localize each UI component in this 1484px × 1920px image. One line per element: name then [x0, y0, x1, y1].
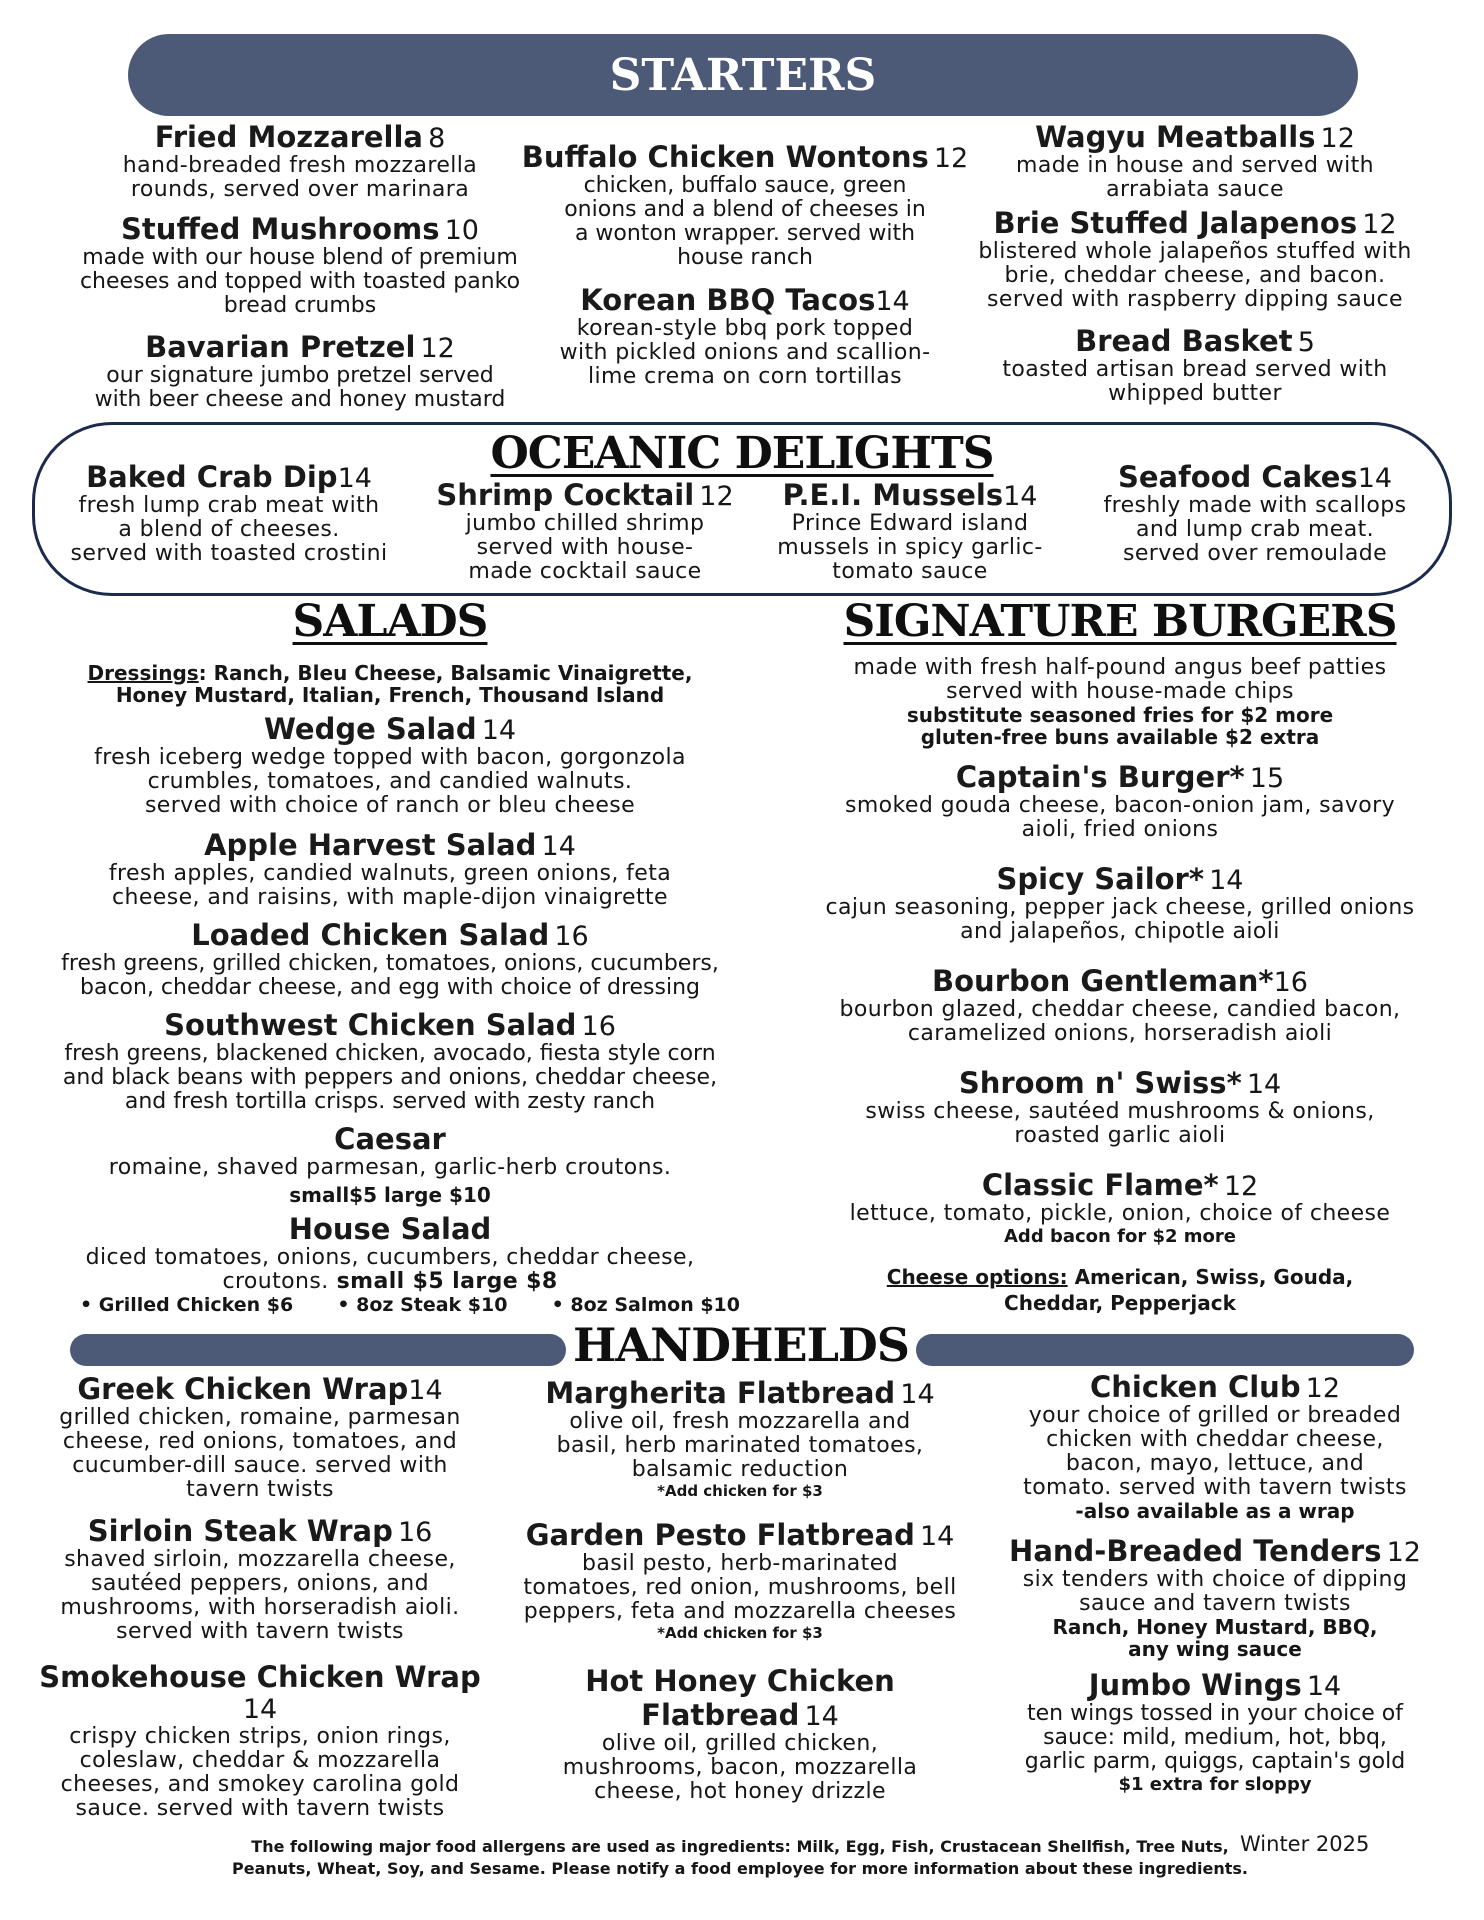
menu-item-southwest-chicken	[40, 1008, 740, 1114]
item-desc: crispy chicken strips, onion rings,	[69, 1724, 451, 1749]
item-name: Hot Honey Chicken	[585, 1664, 895, 1698]
addon-item: • 8oz Steak $10	[337, 1294, 508, 1316]
item-desc: bacon, mayo, lettuce, and	[1065, 1451, 1365, 1476]
menu-item-stuffed-mushrooms	[40, 212, 560, 318]
menu-item-classic-flame	[780, 1168, 1460, 1248]
item-price: 12	[1305, 1373, 1341, 1404]
item-price: 8	[428, 123, 446, 154]
intro-note: gluten-free buns available $2 extra	[920, 725, 1320, 749]
item-name: Captain's Burger*	[955, 760, 1245, 794]
item-price: 14	[1306, 1671, 1342, 1702]
item-desc: fresh apples, candied walnuts, green onions, feta	[108, 861, 672, 886]
item-desc: cheese, hot honey drizzle	[594, 1779, 886, 1804]
item-desc: bread crumbs	[223, 293, 377, 318]
item-name: Southwest Chicken Salad	[164, 1008, 577, 1042]
item-desc: aioli, fried onions	[1021, 817, 1219, 842]
addon-item: • 8oz Salmon $10	[551, 1294, 740, 1316]
menu-item-korean-bbq-tacos	[520, 283, 970, 389]
item-note: Ranch, Honey Mustard, BBQ,	[1052, 1615, 1378, 1639]
item-price: 14	[1209, 865, 1244, 896]
item-name: Garden Pesto Flatbread	[525, 1518, 915, 1552]
menu-item-loaded-chicken	[40, 918, 740, 1000]
item-name: Flatbread	[641, 1698, 800, 1732]
menu-item-sirloin-wrap	[40, 1514, 480, 1644]
item-desc: cheeses and topped with toasted panko	[79, 269, 521, 294]
menu-item-jumbo-wings	[990, 1668, 1440, 1796]
item-price: 14	[804, 1701, 839, 1732]
menu-item-buffalo-wontons	[520, 140, 970, 270]
oceanic-title: OCEANIC DELIGHTS	[490, 428, 994, 479]
item-name: Buffalo Chicken Wontons	[521, 140, 929, 174]
item-desc: cheese, and raisins, with maple-dijon vinaigrette	[112, 885, 668, 910]
item-desc: hand-breaded fresh mozzarella	[122, 153, 478, 178]
item-name: Spicy Sailor*	[996, 862, 1205, 896]
item-name: Caesar	[334, 1122, 446, 1156]
cheese-list: American, Swiss, Gouda,	[1067, 1265, 1354, 1289]
item-desc: cheese, red onions, tomatoes, and	[62, 1429, 458, 1454]
item-desc: swiss cheese, sautéed mushrooms & onions,	[865, 1099, 1375, 1124]
item-desc: mushrooms, with horseradish aioli.	[60, 1595, 460, 1620]
item-name: P.E.I. Mussels	[782, 478, 1004, 512]
item-desc: arrabiata sauce	[1106, 177, 1284, 202]
menu-item-shrimp-cocktail	[420, 478, 750, 584]
menu-item-hot-honey	[500, 1664, 980, 1804]
item-desc: cucumber-dill sauce. served with	[72, 1453, 448, 1478]
item-desc: sautéed peppers, onions, and	[91, 1571, 429, 1596]
item-desc: sauce and tavern twists	[1079, 1591, 1351, 1616]
item-desc: garlic parm, quiggs, captain's gold	[1024, 1749, 1406, 1774]
item-price: 12	[1386, 1537, 1421, 1568]
item-name: Wagyu Meatballs	[1035, 120, 1316, 154]
item-desc: balsamic reduction	[631, 1457, 849, 1482]
item-desc: whipped butter	[1108, 381, 1282, 406]
item-desc: fresh lump crab meat with	[78, 493, 380, 518]
item-price: 14	[242, 1694, 278, 1725]
menu-item-caesar	[40, 1122, 740, 1206]
item-desc: blistered whole jalapeños stuffed with	[978, 239, 1412, 264]
item-desc: your choice of grilled or breaded	[1028, 1403, 1402, 1428]
item-name: Fried Mozzarella	[154, 120, 423, 154]
item-desc: ten wings tossed in your choice of	[1026, 1701, 1404, 1726]
cheese-list: Cheddar, Pepperjack	[1004, 1291, 1236, 1315]
item-desc: bourbon glazed, cheddar cheese, candied bacon,	[839, 997, 1401, 1022]
menu-item-crab-dip	[44, 460, 414, 566]
item-price: 12	[699, 481, 734, 512]
handhelds-bar-left	[70, 1334, 566, 1366]
allergen-line: Peanuts, Wheat, Soy, and Sesame. Please notify a food employee for more information about these ingredients.	[231, 1859, 1248, 1878]
item-name: Sirloin Steak Wrap	[87, 1514, 393, 1548]
item-desc: chicken, buffalo sauce, green	[583, 173, 907, 198]
item-name: Bourbon Gentleman*	[932, 964, 1274, 998]
item-price: 12	[1223, 1171, 1259, 1202]
item-desc: smoked gouda cheese, bacon-onion jam, savory	[844, 793, 1395, 818]
menu-item-greek-wrap	[40, 1372, 480, 1502]
item-desc: made in house and served with	[1015, 153, 1374, 178]
item-price: 14	[875, 286, 910, 317]
starters-title: STARTERS	[609, 49, 877, 101]
item-price: 16	[554, 921, 589, 952]
item-price: 14	[1246, 1069, 1282, 1100]
salads-title: SALADS	[292, 596, 488, 647]
dressings-info	[40, 662, 740, 706]
burgers-intro	[780, 656, 1460, 748]
menu-item-margherita	[500, 1376, 980, 1500]
menu-item-fried-mozzarella	[40, 120, 560, 202]
item-name: Loaded Chicken Salad	[191, 918, 550, 952]
item-addon-note: *Add chicken for $3	[657, 1624, 823, 1642]
starters-banner	[128, 34, 1358, 116]
item-price: 15	[1249, 763, 1285, 794]
menu-item-wagyu-meatballs	[960, 120, 1430, 202]
item-desc: and jalapeños, chipotle aioli	[960, 919, 1280, 944]
item-price: 12	[933, 143, 969, 174]
item-desc: made with our house blend of premium	[82, 245, 518, 270]
menu-item-wedge-salad	[40, 712, 740, 818]
item-desc: served with choice of ranch or bleu cheese	[144, 793, 636, 818]
burgers-title: SIGNATURE BURGERS	[843, 596, 1397, 647]
menu-item-bourbon-gentleman	[780, 964, 1460, 1046]
item-name: Baked Crab Dip	[86, 460, 338, 494]
intro-line: served with house-made chips	[946, 679, 1294, 704]
item-desc: and black beans with peppers and onions, cheddar cheese,	[62, 1065, 718, 1090]
intro-note: substitute seasoned fries for $2 more	[906, 703, 1334, 727]
item-price: 10	[444, 215, 479, 246]
salad-addons	[80, 1294, 740, 1316]
item-desc: bacon, cheddar cheese, and egg with choice of dressing	[80, 975, 700, 1000]
item-name: House Salad	[288, 1212, 492, 1246]
item-desc: korean-style bbq pork topped	[576, 316, 914, 341]
item-price-note: small$5 large $10	[289, 1183, 491, 1207]
item-desc: chicken with cheddar cheese,	[1046, 1427, 1384, 1452]
item-desc: served with raspberry dipping sauce	[987, 287, 1403, 312]
item-desc: roasted garlic aioli	[1014, 1123, 1226, 1148]
item-name: Chicken Club	[1089, 1370, 1301, 1404]
item-desc: rounds, served over marinara	[130, 177, 470, 202]
item-name: Korean BBQ Tacos	[580, 283, 876, 317]
allergen-line: The following major food allergens are used as ingredients: Milk, Egg, Fish, Crustacean Shellfish, Tree Nuts,	[251, 1837, 1229, 1856]
item-desc: with beer cheese and honey mustard	[94, 387, 506, 412]
item-desc: coleslaw, cheddar & mozzarella	[79, 1748, 441, 1773]
item-name: Margherita Flatbread	[545, 1376, 896, 1410]
item-name: Classic Flame*	[981, 1168, 1219, 1202]
item-name: Bavarian Pretzel	[145, 330, 416, 364]
menu-item-seafood-cakes	[1070, 460, 1440, 566]
item-name: Bread Basket	[1075, 324, 1293, 358]
item-desc: served with house-	[476, 535, 694, 560]
item-desc: toasted artisan bread served with	[1002, 357, 1388, 382]
item-desc: fresh greens, blackened chicken, avocado, fiesta style corn	[64, 1041, 716, 1066]
item-note: -also available as a wrap	[1075, 1499, 1355, 1523]
item-desc: cheeses, and smokey carolina gold	[60, 1772, 460, 1797]
item-name: Smokehouse Chicken Wrap	[39, 1660, 481, 1694]
menu-item-brie-jalapenos	[960, 206, 1430, 312]
item-price: 14	[481, 715, 517, 746]
item-name: Stuffed Mushrooms	[121, 212, 440, 246]
item-desc: cajun seasoning, pepper jack cheese, grilled onions	[825, 895, 1415, 920]
item-price: 12	[1362, 209, 1397, 240]
cheese-label: Cheese options:	[886, 1265, 1068, 1289]
item-desc: crumbles, tomatoes, and candied walnuts.	[147, 769, 633, 794]
item-price: 16	[1273, 967, 1308, 998]
item-price: 14	[337, 463, 372, 494]
menu-item-captains-burger	[780, 760, 1460, 842]
item-desc: sauce. served with tavern twists	[75, 1796, 445, 1821]
item-price: 12	[1320, 123, 1355, 154]
item-desc: our signature jumbo pretzel served	[106, 363, 494, 388]
item-name: Jumbo Wings	[1088, 1668, 1302, 1702]
item-desc: served with toasted crostini	[70, 541, 388, 566]
item-name: Brie Stuffed Jalapenos	[993, 206, 1358, 240]
intro-line: made with fresh half-pound angus beef patties	[853, 655, 1387, 680]
item-desc: peppers, feta and mozzarella cheeses	[523, 1599, 957, 1624]
item-name: Seafood Cakes	[1117, 460, 1358, 494]
item-desc: house ranch	[677, 245, 813, 270]
item-desc: fresh iceberg wedge topped with bacon, gorgonzola	[94, 745, 686, 770]
menu-item-bread-basket	[960, 324, 1430, 406]
menu-item-spicy-sailor	[780, 862, 1460, 944]
menu-item-bavarian-pretzel	[40, 330, 560, 412]
dressings-list: Honey Mustard, Italian, French, Thousand Island	[115, 683, 665, 707]
item-name: Apple Harvest Salad	[204, 828, 537, 862]
menu-item-garden-pesto	[500, 1518, 980, 1642]
item-desc: served over remoulade	[1122, 541, 1388, 566]
item-price-note: small $5 large $8	[328, 1269, 558, 1294]
item-desc: brie, cheddar cheese, and bacon.	[1004, 263, 1386, 288]
item-desc: grilled chicken, romaine, parmesan	[59, 1405, 461, 1430]
item-desc: and lump crab meat.	[1135, 517, 1375, 542]
item-desc: fresh greens, grilled chicken, tomatoes, onions, cucumbers,	[61, 951, 719, 976]
allergen-notice	[180, 1836, 1300, 1880]
item-desc: six tenders with choice of dipping	[1022, 1567, 1408, 1592]
item-desc: basil, herb marinated tomatoes,	[556, 1433, 924, 1458]
item-desc: lettuce, tomato, pickle, onion, choice of cheese	[849, 1201, 1391, 1226]
handhelds-bar-right	[916, 1334, 1414, 1366]
menu-item-apple-harvest	[40, 828, 740, 910]
item-desc: sauce: mild, medium, hot, bbq,	[1043, 1725, 1387, 1750]
item-desc: with pickled onions and scallion-	[559, 340, 931, 365]
item-name: Wedge Salad	[263, 712, 477, 746]
item-desc: croutons.	[222, 1269, 329, 1294]
item-price-note: Add bacon for $2 more	[1004, 1226, 1236, 1247]
menu-item-tenders	[990, 1534, 1440, 1660]
item-price: 12	[420, 333, 455, 364]
item-note: any wing sauce	[1128, 1637, 1302, 1661]
handhelds-title: HANDHELDS	[572, 1318, 910, 1372]
item-desc: tavern twists	[186, 1477, 334, 1502]
item-desc: olive oil, fresh mozzarella and	[569, 1409, 911, 1434]
item-price: 5	[1297, 327, 1315, 358]
item-desc: and fresh tortilla crisps. served with zesty ranch	[124, 1089, 656, 1114]
item-price: 14	[900, 1379, 935, 1410]
item-desc: tomato. served with tavern twists	[1023, 1475, 1407, 1500]
item-price: 14	[408, 1375, 443, 1406]
season-label: Winter 2025	[1240, 1832, 1370, 1856]
item-price: 16	[581, 1011, 616, 1042]
item-desc: a wonton wrapper. served with	[574, 221, 916, 246]
menu-item-house-salad	[40, 1212, 740, 1294]
item-desc: basil pesto, herb-marinated	[581, 1551, 898, 1576]
item-desc: romaine, shaved parmesan, garlic-herb croutons.	[108, 1155, 672, 1180]
item-price: 14	[919, 1521, 955, 1552]
menu-item-pei-mussels	[740, 478, 1080, 584]
item-name: Hand-Breaded Tenders	[1009, 1534, 1382, 1568]
item-desc: made cocktail sauce	[468, 559, 702, 584]
dressings-label: Dressings	[87, 661, 199, 685]
menu-item-smokehouse-wrap	[30, 1660, 490, 1821]
item-desc: Prince Edward island	[791, 511, 1029, 536]
item-price: 14	[1003, 481, 1038, 512]
item-desc: served with tavern twists	[116, 1619, 404, 1644]
item-desc: onions and a blend of cheeses in	[564, 197, 926, 222]
item-price: 16	[397, 1517, 433, 1548]
item-price: 14	[1357, 463, 1393, 494]
item-name: Shroom n' Swiss*	[958, 1066, 1242, 1100]
item-desc: caramelized onions, horseradish aioli	[907, 1021, 1333, 1046]
addon-item: • Grilled Chicken $6	[80, 1294, 294, 1316]
item-desc: olive oil, grilled chicken,	[601, 1731, 879, 1756]
item-addon-note: *Add chicken for $3	[657, 1482, 823, 1500]
item-desc: tomatoes, red onion, mushrooms, bell	[523, 1575, 957, 1600]
item-price: 14	[541, 831, 576, 862]
item-desc: tomato sauce	[832, 559, 988, 584]
menu-item-shroom-swiss	[780, 1066, 1460, 1148]
item-desc: mushrooms, bacon, mozzarella	[562, 1755, 918, 1780]
item-desc: mussels in spicy garlic-	[777, 535, 1043, 560]
item-note: $1 extra for sloppy	[1118, 1774, 1312, 1795]
item-name: Greek Chicken Wrap	[77, 1372, 409, 1406]
item-desc: a blend of cheeses.	[118, 517, 340, 542]
item-desc: jumbo chilled shrimp	[465, 511, 705, 536]
item-desc: lime crema on corn tortillas	[587, 364, 903, 389]
item-desc: freshly made with scallops	[1103, 493, 1407, 518]
item-name: Shrimp Cocktail	[436, 478, 695, 512]
item-desc: diced tomatoes, onions, cucumbers, cheddar cheese,	[85, 1245, 695, 1270]
cheese-options	[780, 1266, 1460, 1314]
item-desc: shaved sirloin, mozzarella cheese,	[64, 1547, 456, 1572]
menu-item-chicken-club	[990, 1370, 1440, 1522]
dressings-list: : Ranch, Bleu Cheese, Balsamic Vinaigrette,	[198, 661, 693, 685]
